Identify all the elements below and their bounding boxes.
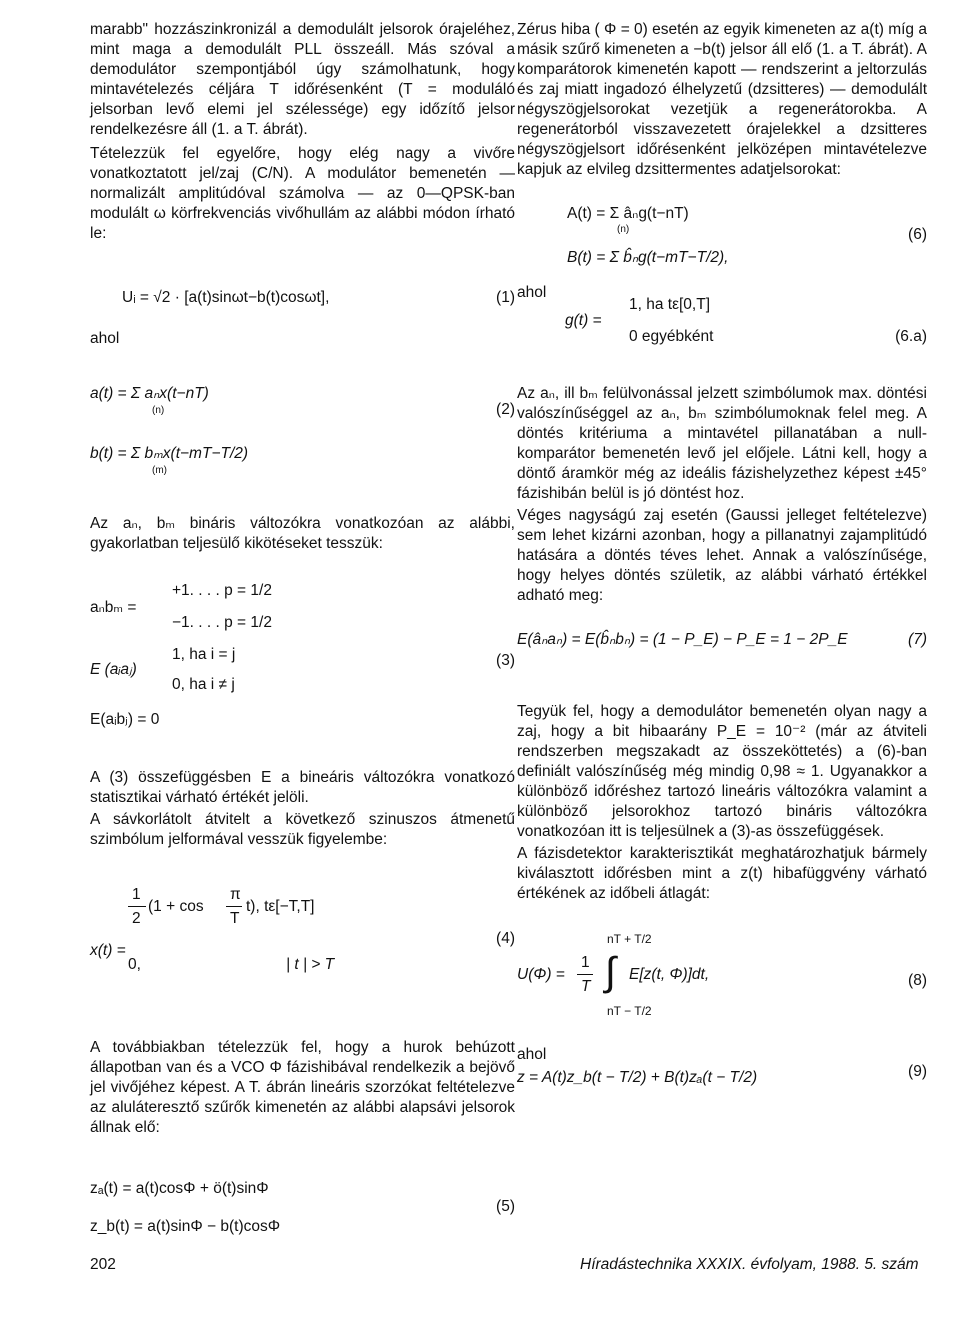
paragraph: Az aₙ, bₘ bináris változókra vonatkozóan az alábbi, gyakorlatban teljesülő kikötéseket tesszük: [90, 515, 515, 552]
equation-8: nT + T/2 U(Φ) = 1 T ∫ E[z(t, Φ)]dt, nT − T/2 (8) [517, 932, 927, 1018]
paragraph: Tételezzük fel egyelőre, hogy elég nagy a vivőre vonatkoztatott jel/zaj (C/N). A modulátor bemenetén — normalizált amplitúdóval számolva — az 0—QPSK-ban modulált ω körfrekvenciás vivőhullám az alábbi módon írható le: [90, 145, 515, 242]
equation-1: Uᵢ = √2 · [a(t)sinωt−b(t)cosωt], (1) [122, 289, 515, 306]
equation-9: z = A(t)z_b(t − T/2) + B(t)zₐ(t − T/2) (9) [517, 1063, 927, 1086]
integral-sign: ∫ [605, 950, 616, 994]
page-number: 202 [90, 1256, 116, 1273]
equation-6a: ahol 1, ha tε[0,T] g(t) = 0 egyébként (6.a) [517, 284, 927, 345]
paragraph: A továbbiakban tételezzük fel, hogy a hurok behúzott állapotban van és a VCO Φ fázishibával rendelkezik a bejövő jel vivőjéhez képest. A T. ábrán lineáris szorzókat feltételezve az aluláteresztő szűrők kimenetén az alábbi alapsávi jelsorok állnak elő: [90, 1039, 515, 1136]
paragraph: Tegyük fel, hogy a demodulátor bemenetén olyan nagy a zaj, hogy a bit hibaarány P_E = 10⁻² (már az átviteli rendszerben megszakadt az összeköttetés) a (6)-ban definiált valószínűség még mindig 0,98 ≈ 1. Ugyanakkor a különböző időréshez tartozó lineáris változókra valamint a különböző jelsorokhoz tartozó bináris változókra vonatkozóan itt is teljesülnek a (3)-as összefüggések. [517, 703, 927, 840]
paragraph: marabb" hozzászinkronizál a demodulált jelsorok órajeléhez, mint maga a demodulált PLL összeáll. Más szóval a demodulátor szempontjából úgy számolhatunk, hogy mintavételezés céljára T időrésenként (T = moduláló jelsorban levő elemi jel szélessége) egy időzítő jelsor rendelkezésre áll (1. a T. ábrát). [90, 21, 515, 138]
equation-2b: b(t) = Σ bₘx(t−mT−T/2) [90, 445, 249, 462]
equation-number: (2) [496, 401, 515, 418]
paragraph: A fázisdetektor karakterisztikát meghatározhatjuk bármely kiválasztott időrésben mint a z(t) hibafüggvény várható értékének az időbeli átlagát: [517, 845, 927, 902]
paragraph: Az aₙ, ill bₘ felülvonással jelzett szimbólumok max. döntési valószínűséggel az aₙ, bₘ szimbólumoknak felel meg. A döntés kritériuma a mintavétel pillanatában a null-komparátor bemenetén levő jel előjele. Látni kell, hogy a döntő áramkör még az ideális fázishelyzethez képest ±45° fázishibán belül is jó döntést hoz. [517, 385, 927, 502]
ahol-label: ahol [517, 1046, 547, 1063]
equation-2a: a(t) = Σ aₙx(t−nT) [90, 385, 209, 402]
equation-number: (8) [908, 972, 927, 989]
paragraph: A sávkorlátolt átvitelt a következő szinuszos átmenetű szimbólum jelformával vesszük figyelembe: [90, 811, 515, 848]
paragraph: Véges nagyságú zaj esetén (Gaussi jelleget feltételezve) sem lehet kizárni azonban, hogy a pillanatnyi zajamplitúdó hatására a döntés téves lehet. Annak a valószínűsége, hogy helyes döntés születik, az alábbi várható értékkel adható meg: [517, 507, 927, 604]
paragraph: A (3) összefüggésben E a bineáris változókra vonatkozó statisztikai várható értékét jelöli. [90, 769, 515, 806]
equation-3: +1. . . . p = 1/2 aₙbₘ = −1. . . . p = 1/2 1, ha i = j E (aᵢaⱼ) 0, ha i ≠ j (3) E(aᵢbⱼ) = 0 [90, 582, 515, 728]
equation-number: (6.a) [895, 328, 927, 345]
sum-index: (m) [152, 465, 167, 476]
equation-4: 1 2 (1 + cos π T t), tε[−T,T] x(t) = 0, | t | > T (4) [90, 886, 515, 973]
equation-number: (5) [496, 1198, 515, 1215]
equation-6: A(t) = Σ âₙg(t−nT) (n) (6) B(t) = Σ b̂ₙg(t−mT−T/2), [567, 205, 927, 266]
right-column [517, 20, 927, 1088]
left-column [90, 20, 515, 1240]
equation-number: (3) [496, 652, 515, 669]
equation-7: E(âₙaₙ) = E(b̂ₙbₙ) = (1 − P_E) − P_E = 1 − 2P_E (7) [517, 631, 927, 648]
equation-number: (6) [908, 226, 927, 243]
paragraph: Zérus hiba ( Φ = 0) esetén az egyik kimeneten az a(t) míg a másik szűrő kimeneten a −b(t) jelsor áll elő (1. a T. ábrát). A komparátorok kimenetén kapott — rendszerint a jeltorzulás és zaj miatt ingadozó élhelyzetű (dzsitteres) — demodulált négyszögjelsorokat vezetjük a regenerátorokba. A regenerátorból visszavezetett órajelekkel a dzsitteres négyszögjelsort időrésenként jelközépen mintavételezve kapjuk az elvileg dzsittermentes adatjelsorokat: [517, 21, 927, 178]
equation-number: (4) [496, 930, 515, 947]
ahol-label: ahol [90, 330, 120, 347]
sum-index: (n) [152, 405, 165, 416]
equation-5: zₐ(t) = a(t)cosΦ + ö(t)sinΦ (5) z_b(t) = a(t)sinΦ − b(t)cosΦ [90, 1180, 515, 1235]
journal-footer: Híradástechnika XXXIX. évfolyam, 1988. 5. szám [580, 1256, 919, 1273]
